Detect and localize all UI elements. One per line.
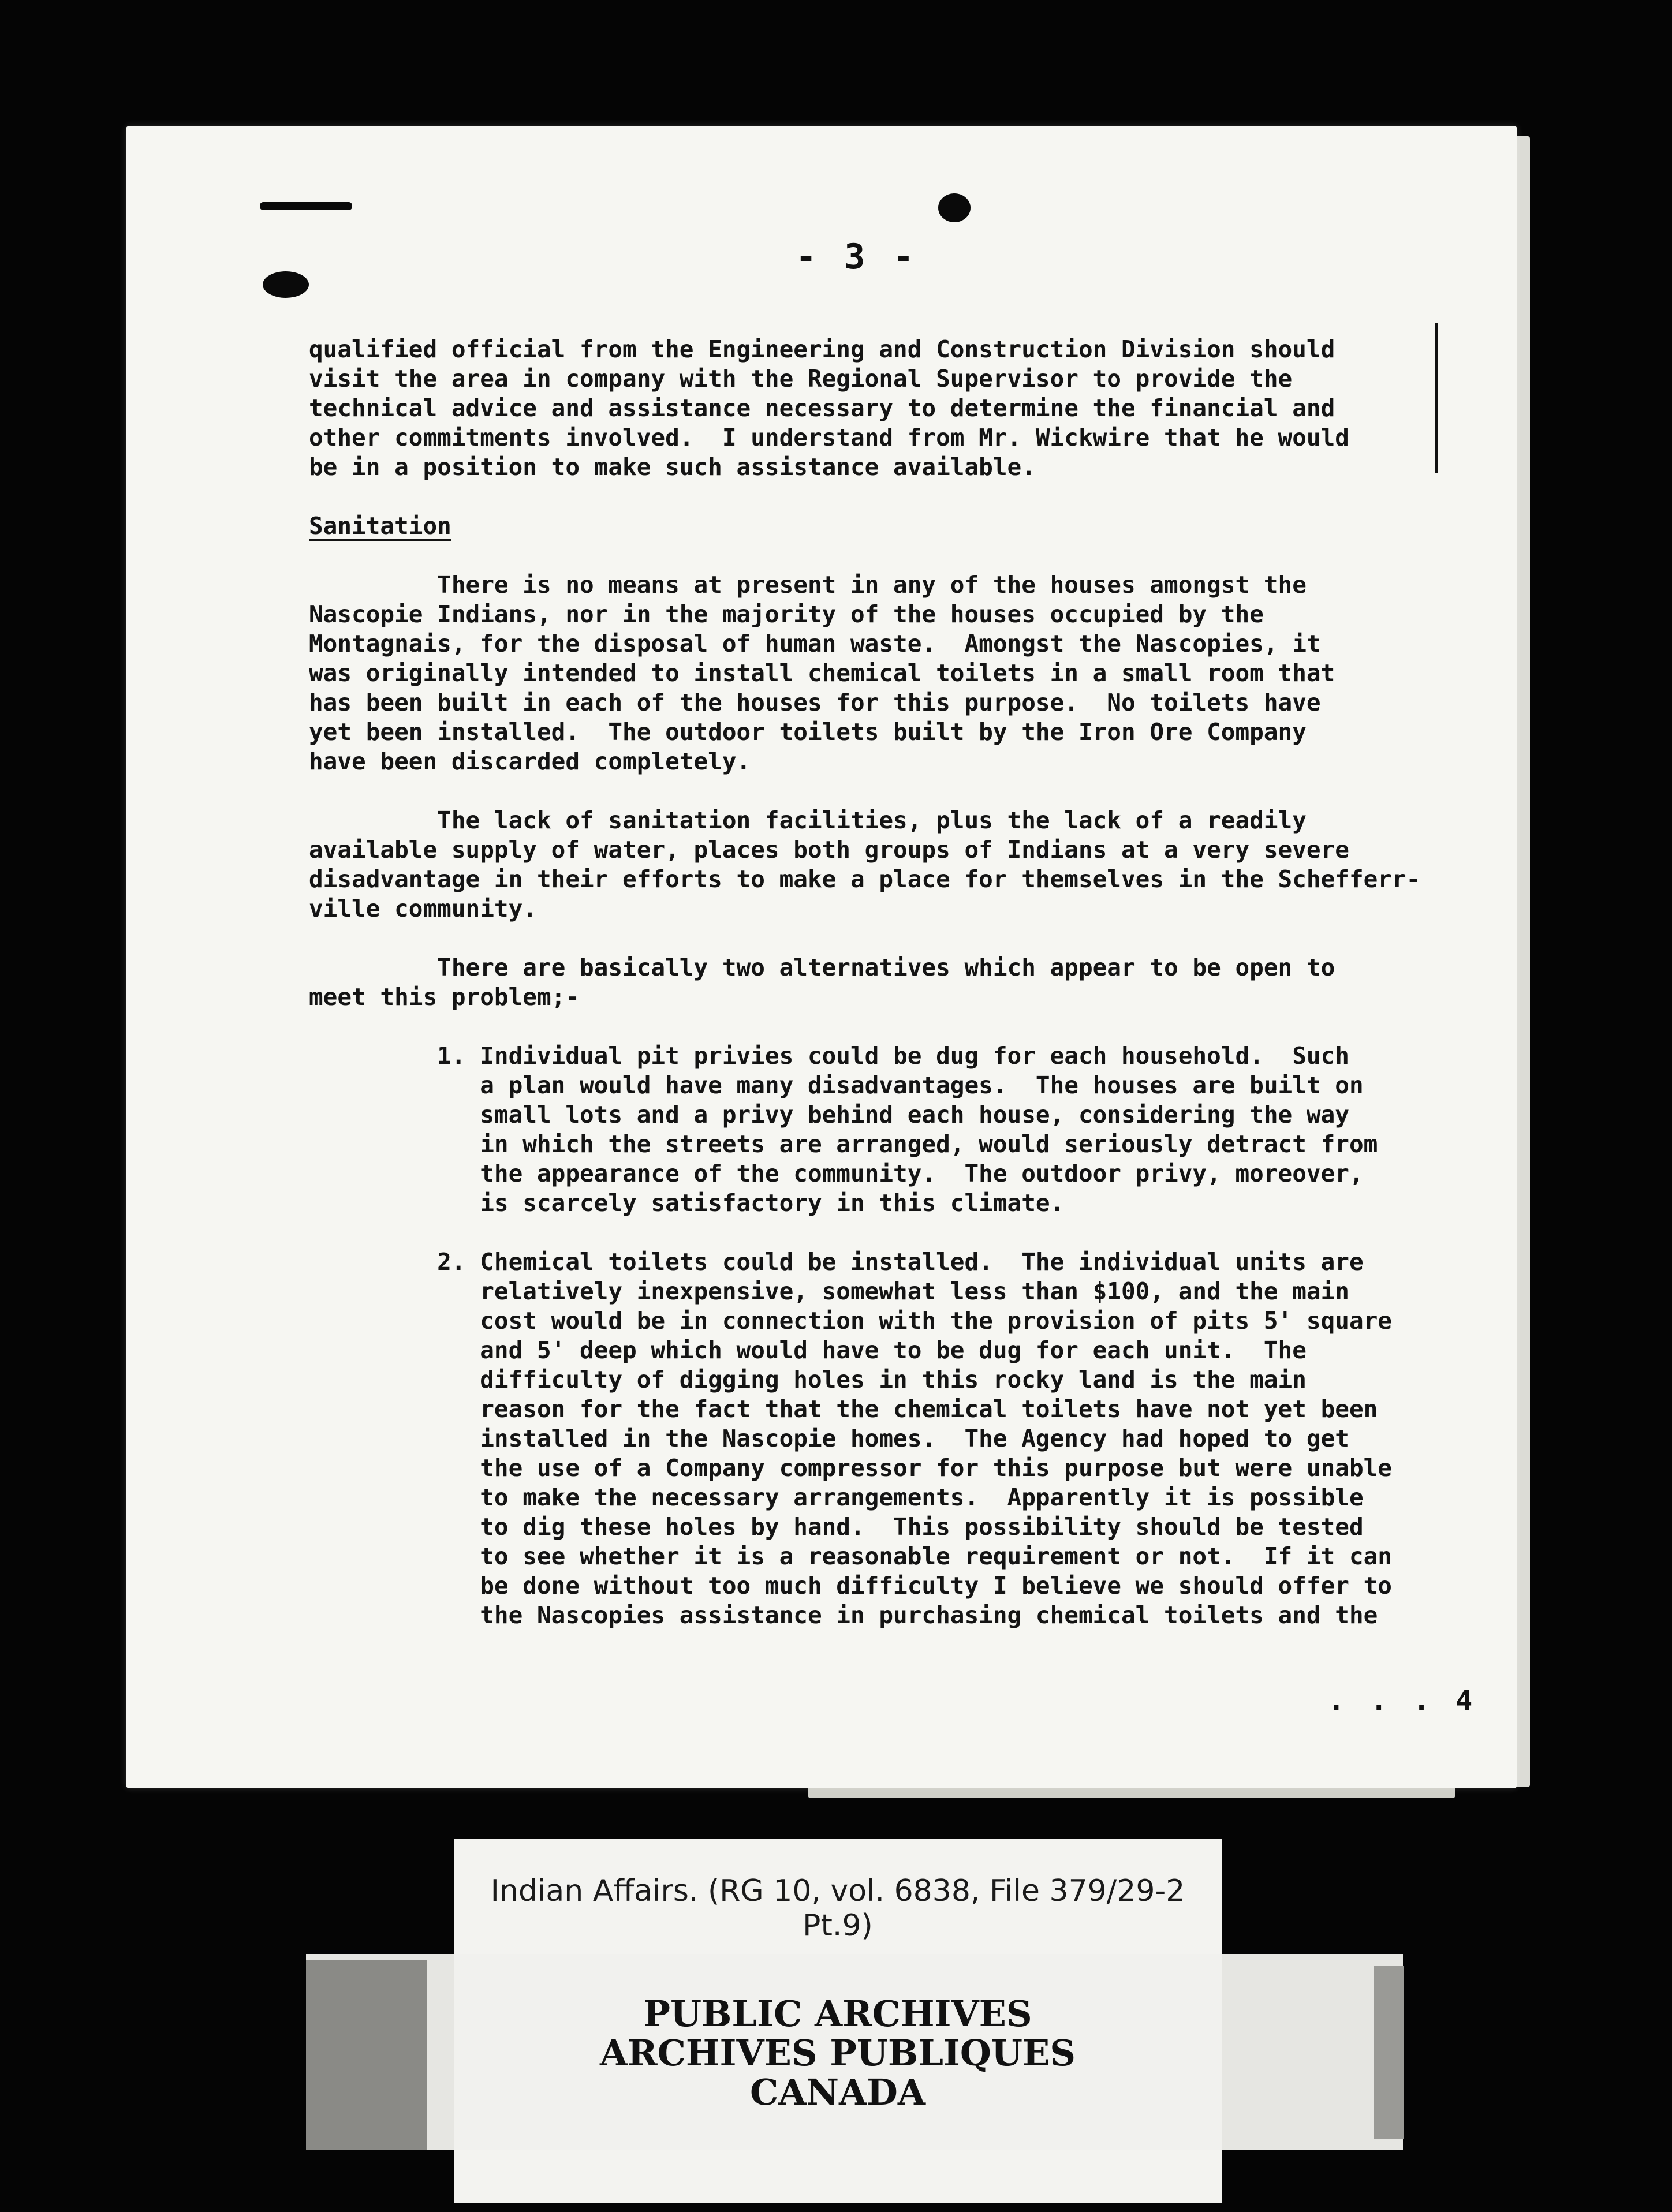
list-item-line: a plan would have many disadvantages. The houses are built on (309, 1071, 1364, 1099)
archive-stamp (454, 1954, 1222, 2150)
text-line: There are basically two alternatives which appear to be open to (309, 954, 1335, 981)
list-item-line: difficulty of digging holes in this rocky land is the main (309, 1366, 1307, 1393)
list-item-line: 2. Chemical toilets could be installed. The individual units are (309, 1248, 1364, 1276)
list-item-line: to make the necessary arrangements. Apparently it is possible (309, 1484, 1364, 1511)
band-shadow (1374, 1966, 1404, 2139)
list-item-line: reason for the fact that the chemical toilets have not yet been (309, 1395, 1378, 1423)
list-item-line: 1. Individual pit privies could be dug for each household. Such (309, 1042, 1349, 1070)
document-body (309, 335, 1458, 1630)
text-line: meet this problem;- (309, 983, 580, 1011)
list-item-line: and 5' deep which would have to be dug for each unit. The (309, 1336, 1307, 1364)
list-item-line: the use of a Company compressor for this purpose but were unable (309, 1454, 1392, 1482)
text-line: available supply of water, places both groups of Indians at a very severe (309, 836, 1349, 864)
text-line: Nascopie Indians, nor in the majority of the houses occupied by the (309, 600, 1264, 628)
text-line: ville community. (309, 895, 537, 922)
text-line: qualified official from the Engineering and Construction Division should (309, 335, 1335, 363)
reference-text: Indian Affairs. (RG 10, vol. 6838, File 379/29-2 Pt.9) (490, 1874, 1185, 1943)
stamp-line: ARCHIVES PUBLIQUES (599, 2032, 1076, 2074)
list-item-line: be done without too much difficulty I believe we should offer to (309, 1572, 1392, 1600)
page-number: - 3 - (796, 237, 917, 277)
list-item-line: is scarcely satisfactory in this climate. (309, 1189, 1065, 1217)
text-line: yet been installed. The outdoor toilets built by the Iron Ore Company (309, 718, 1307, 746)
list-item-line: to dig these holes by hand. This possibility should be tested (309, 1513, 1364, 1541)
list-item-line: small lots and a privy behind each house, considering the way (309, 1101, 1349, 1129)
text-line: disadvantage in their efforts to make a place for themselves in the Schefferr- (309, 865, 1421, 893)
text-line: was originally intended to install chemical toilets in a small room that (309, 659, 1335, 687)
text-line: visit the area in company with the Regional Supervisor to provide the (309, 365, 1293, 393)
ink-smudge (263, 271, 309, 298)
list-item-line: relatively inexpensive, somewhat less than $100, and the main (309, 1277, 1349, 1305)
text-line: be in a position to make such assistance available. (309, 453, 1036, 481)
continuation-marker: . . . 4 (1328, 1684, 1477, 1717)
punch-hole (938, 193, 971, 222)
text-line: have been discarded completely. (309, 748, 751, 775)
ink-smudge (260, 202, 352, 210)
section-heading: Sanitation (309, 512, 451, 540)
text-line: There is no means at present in any of the houses amongst the (309, 571, 1307, 599)
stamp-line: CANADA (749, 2071, 926, 2113)
list-item-line: in which the streets are arranged, would seriously detract from (309, 1130, 1378, 1158)
text-line: has been built in each of the houses for this purpose. No toilets have (309, 689, 1321, 716)
text-line: The lack of sanitation facilities, plus the lack of a readily (309, 806, 1307, 834)
list-item-line: installed in the Nascopie homes. The Agency had hoped to get (309, 1425, 1349, 1452)
text-line: technical advice and assistance necessary to determine the financial and (309, 394, 1335, 422)
list-item-line: the Nascopies assistance in purchasing chemical toilets and the (309, 1601, 1378, 1629)
text-line: other commitments involved. I understand from Mr. Wickwire that he would (309, 424, 1349, 451)
list-item-line: cost would be in connection with the provision of pits 5' square (309, 1307, 1392, 1335)
band-shadow (306, 1960, 427, 2150)
list-item-line: the appearance of the community. The outdoor privy, moreover, (309, 1160, 1364, 1187)
text-line: Montagnais, for the disposal of human waste. Amongst the Nascopies, it (309, 630, 1321, 657)
list-item-line: to see whether it is a reasonable requirement or not. If it can (309, 1542, 1392, 1570)
stamp-line: PUBLIC ARCHIVES (643, 1993, 1032, 2035)
